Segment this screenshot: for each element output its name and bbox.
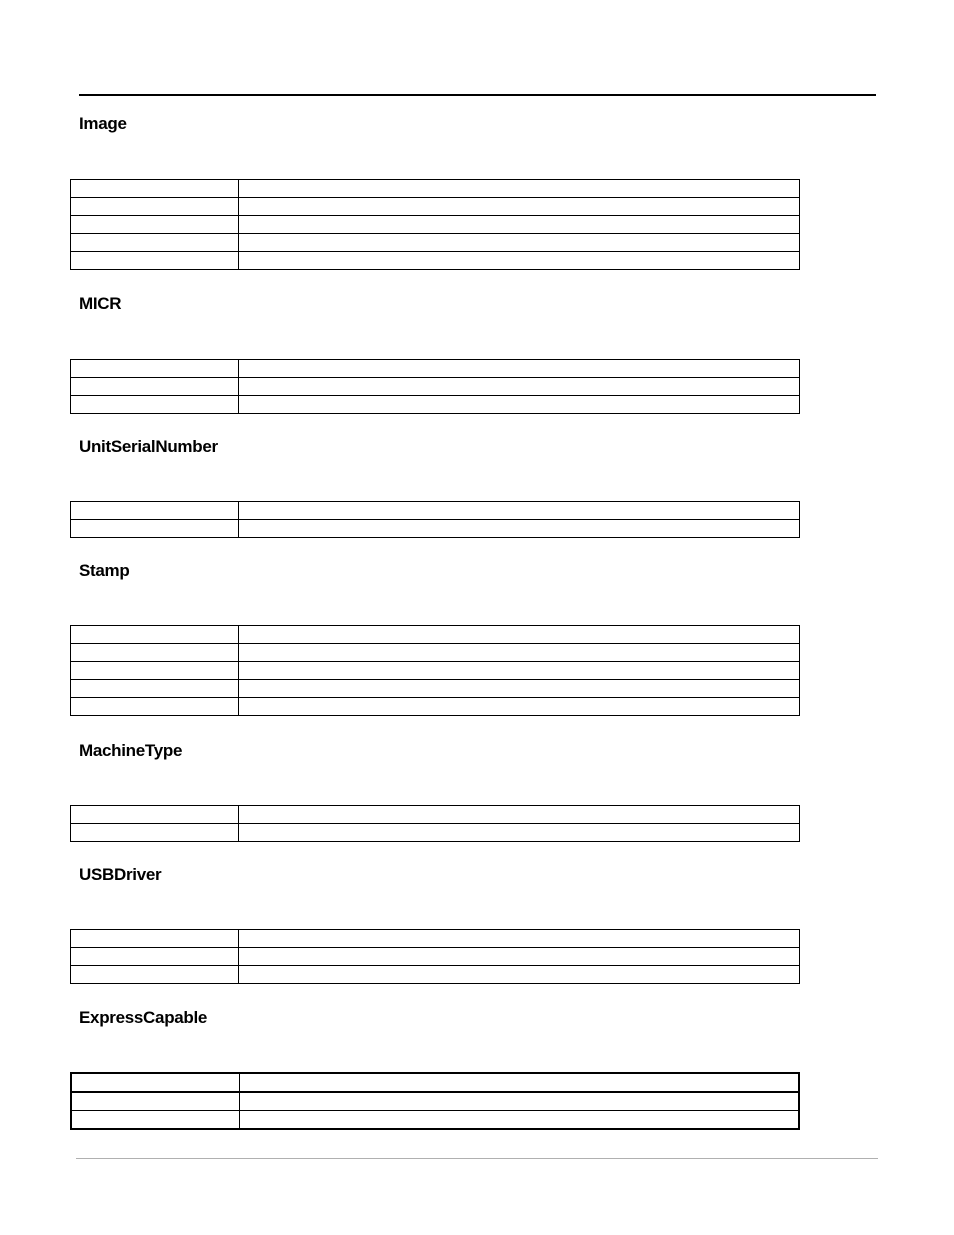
section-heading-stamp: Stamp [79, 561, 130, 580]
table-row [71, 1111, 799, 1130]
table-cell [239, 966, 800, 984]
table-row [71, 626, 800, 644]
table-row [71, 502, 800, 520]
table-cell [71, 806, 239, 824]
section-heading-unitserialnumber: UnitSerialNumber [79, 437, 218, 456]
footer-rule [76, 1158, 878, 1159]
section-heading-image: Image [79, 114, 127, 133]
table-row [71, 1073, 799, 1092]
table-cell [71, 680, 239, 698]
stamp-table [70, 625, 800, 716]
table-cell [71, 1073, 240, 1092]
section-heading-micr: MICR [79, 294, 122, 313]
unitserialnumber-table [70, 501, 800, 538]
table-cell [71, 216, 239, 234]
table-cell [239, 680, 800, 698]
table-cell [71, 198, 239, 216]
table-cell [239, 644, 800, 662]
table-cell [239, 180, 800, 198]
table-row [71, 396, 800, 414]
table-cell [71, 396, 239, 414]
expresscapable-table [70, 1072, 800, 1130]
table-cell [240, 1111, 800, 1130]
table-row [71, 806, 800, 824]
table-cell [239, 234, 800, 252]
table-cell [239, 626, 800, 644]
table-cell [71, 1111, 240, 1130]
table-cell [239, 698, 800, 716]
header-rule [79, 94, 876, 96]
table-cell [239, 378, 800, 396]
table-row [71, 234, 800, 252]
table-cell [239, 396, 800, 414]
section-heading-machinetype: MachineType [79, 741, 183, 760]
table-cell [71, 698, 239, 716]
table-cell [71, 378, 239, 396]
table-cell [239, 824, 800, 842]
table-row [71, 252, 800, 270]
table-cell [71, 520, 239, 538]
table-cell [240, 1092, 800, 1111]
table-cell [71, 252, 239, 270]
image-table [70, 179, 800, 270]
table-cell [239, 216, 800, 234]
table-row [71, 198, 800, 216]
table-cell [71, 180, 239, 198]
table-cell [239, 948, 800, 966]
table-row [71, 824, 800, 842]
micr-table [70, 359, 800, 414]
table-cell [239, 520, 800, 538]
usbdriver-table [70, 929, 800, 984]
table-cell [71, 966, 239, 984]
table-cell [239, 198, 800, 216]
table-row [71, 948, 800, 966]
section-heading-usbdriver: USBDriver [79, 865, 162, 884]
table-cell [71, 234, 239, 252]
table-cell [239, 360, 800, 378]
table-row [71, 180, 800, 198]
table-row [71, 378, 800, 396]
table-cell [71, 930, 239, 948]
table-cell [71, 824, 239, 842]
table-row [71, 644, 800, 662]
table-cell [240, 1073, 800, 1092]
table-cell [71, 1092, 240, 1111]
table-row [71, 680, 800, 698]
table-cell [71, 502, 239, 520]
table-row [71, 360, 800, 378]
table-row [71, 966, 800, 984]
table-row [71, 216, 800, 234]
table-row [71, 662, 800, 680]
table-cell [71, 644, 239, 662]
table-row [71, 1092, 799, 1111]
machinetype-table [70, 805, 800, 842]
table-cell [239, 930, 800, 948]
table-cell [71, 948, 239, 966]
table-row [71, 698, 800, 716]
table-cell [239, 806, 800, 824]
table-cell [239, 252, 800, 270]
table-cell [71, 626, 239, 644]
table-cell [239, 662, 800, 680]
table-row [71, 520, 800, 538]
table-cell [71, 662, 239, 680]
table-cell [71, 360, 239, 378]
table-cell [239, 502, 800, 520]
section-heading-expresscapable: ExpressCapable [79, 1008, 208, 1027]
table-row [71, 930, 800, 948]
